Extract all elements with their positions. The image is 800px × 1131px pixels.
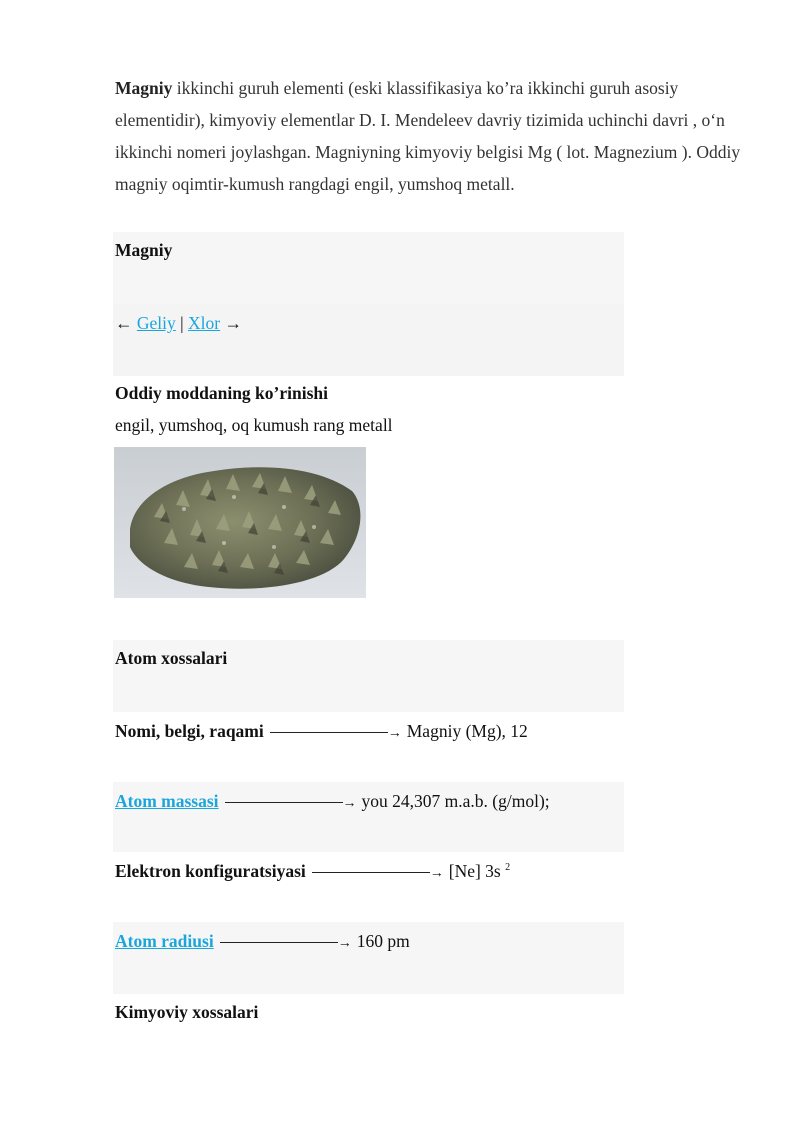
intro-paragraph — [115, 72, 755, 200]
dash-line — [270, 732, 388, 733]
atom-radius-link[interactable]: Atom radiusi — [115, 931, 214, 951]
next-arrow: → — [224, 313, 242, 333]
property-row-radius — [115, 931, 410, 952]
property-row-config — [115, 861, 510, 882]
appearance-text: engil, yumshoq, oq kumush rang metall — [115, 415, 393, 435]
property-label: Nomi, belgi, raqami — [115, 721, 264, 741]
property-row-mass — [115, 791, 550, 812]
superscript: 2 — [505, 862, 511, 874]
nav-separator: | — [180, 313, 184, 333]
chem-heading: Kimyoviy xossalari — [115, 1002, 259, 1022]
atom-heading: Atom xossalari — [115, 648, 228, 668]
intro-term: Magniy — [115, 78, 173, 98]
property-value: Magniy (Mg), 12 — [406, 721, 528, 741]
arrow-icon: → — [337, 936, 352, 951]
property-value: 160 pm — [356, 931, 410, 951]
arrow-icon: → — [429, 866, 444, 881]
appearance-heading: Oddiy moddaning ko’rinishi — [115, 383, 328, 403]
next-element-link[interactable]: Xlor — [188, 313, 221, 333]
intro-text: ikkinchi guruh elementi (eski klassifikasiya ko’ra ikkinchi guruh asosiy elementidir), kimyoviy elementlar D. I. Mendeleev davriy tizimida uchinchi davri , o‘n ikkinchi nomeri joylashgan. Magniyning kimyoviy belgisi Mg ( lot. Magnezium ). Oddiy magniy oqimtir-kumush rangdagi engil, yumshoq metall. — [115, 78, 741, 194]
arrow-icon: → — [342, 796, 357, 811]
atom-mass-link[interactable]: Atom massasi — [115, 791, 219, 811]
magnesium-crystal-image — [114, 447, 366, 598]
prev-element-link[interactable]: Geliy — [136, 313, 176, 333]
infobox-title-band — [113, 232, 624, 304]
dash-line — [225, 802, 343, 803]
prev-arrow: ← — [115, 313, 133, 333]
property-value: [Ne] 3s — [448, 861, 501, 881]
property-label: Elektron konfiguratsiyasi — [115, 861, 306, 881]
infobox-title: Magniy — [115, 240, 173, 260]
element-nav — [115, 313, 242, 334]
dash-line — [312, 872, 430, 873]
arrow-icon: → — [387, 726, 402, 741]
dash-line — [220, 942, 338, 943]
property-value: you 24,307 m.a.b. (g/mol); — [361, 791, 550, 811]
property-row-name — [115, 721, 528, 742]
